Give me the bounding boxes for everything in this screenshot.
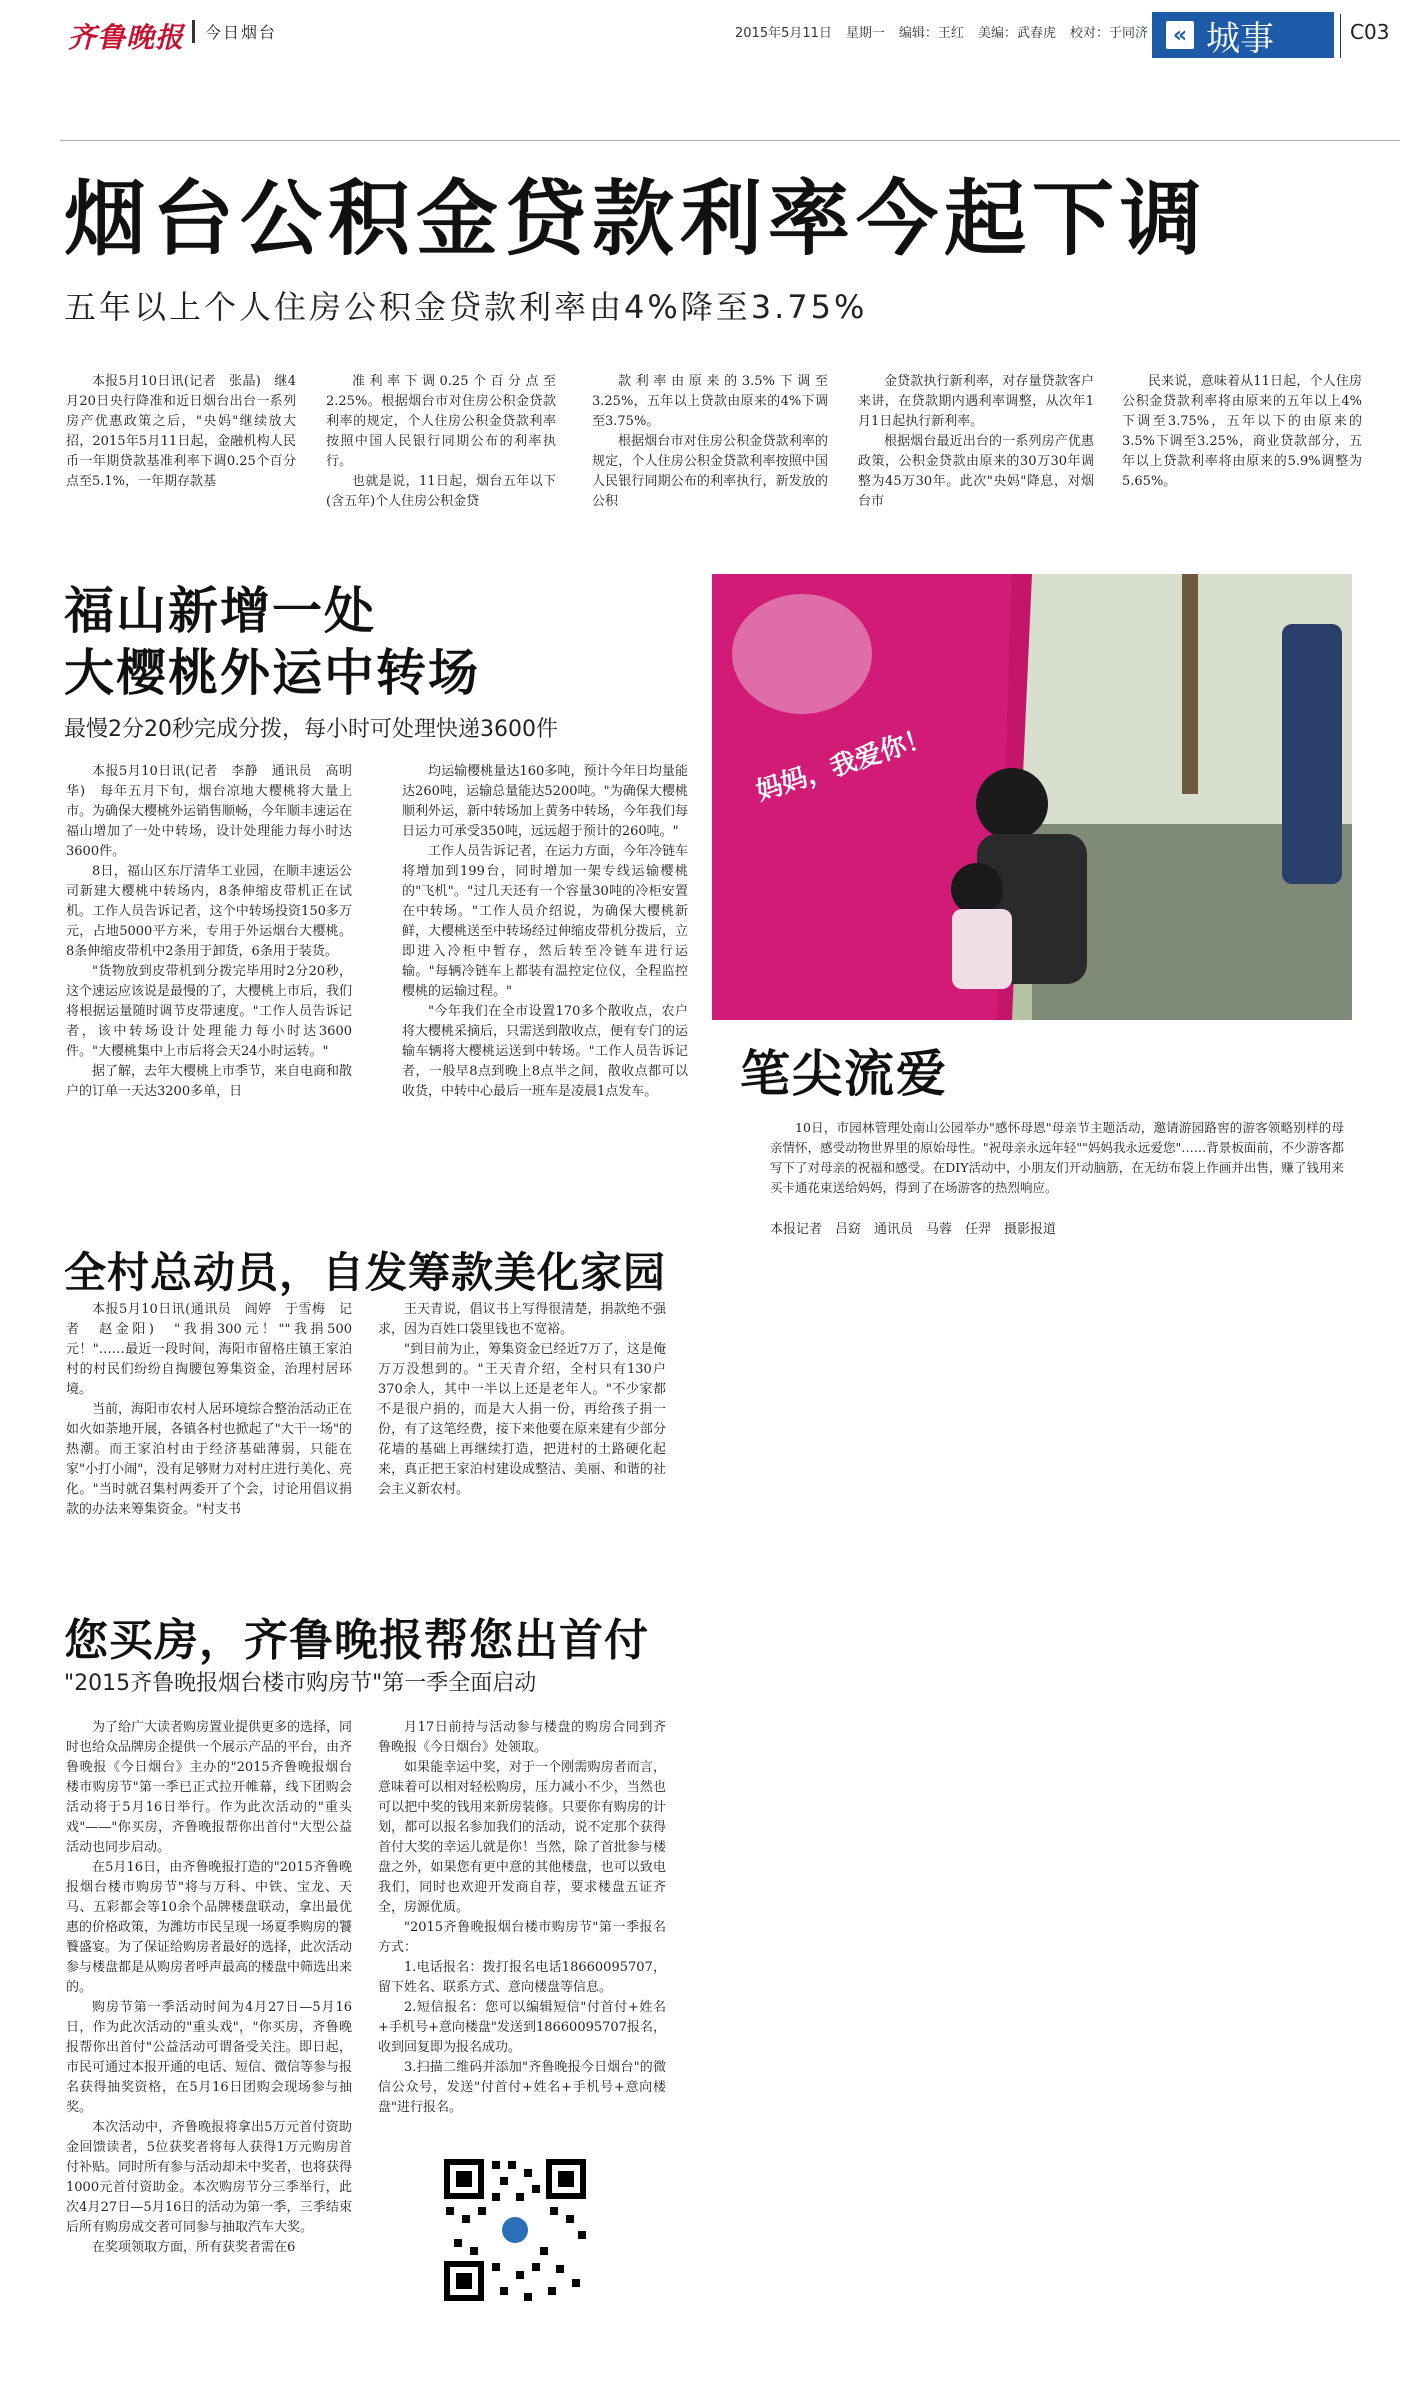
article4-column-1 xyxy=(66,1718,352,2258)
article1-column-3 xyxy=(592,372,828,512)
article3-title: 全村总动员，自发筹款美化家园 xyxy=(64,1248,667,1297)
paragraph: 王天青说，倡议书上写得很清楚，捐款绝不强求，因为百姓口袋里钱也不宽裕。 xyxy=(378,1302,666,1337)
paragraph: 根据烟台市对住房公积金贷款利率的规定，个人住房公积金贷款利率按照中国人民银行同期公布的利率执行，新发放的公积 xyxy=(592,434,828,509)
newspaper-logo: 齐鲁晚报 xyxy=(68,21,185,54)
paragraph: 也就是说，11日起，烟台五年以下(含五年)个人住房公积金贷 xyxy=(326,474,556,509)
paragraph: 民来说，意味着从11日起，个人住房公积金贷款利率将由原来的五年以上4%下调至3.75%，五年以下的由原来的3.5%下调至3.25%，商业贷款部分，五年以上贷款利率将由原来的5.9%调整为5.65%。 xyxy=(1122,374,1362,489)
paragraph: 据了解，去年大樱桃上市季节，来自电商和散户的订单一天达3200多单，日 xyxy=(66,1064,353,1099)
paragraph: 当前，海阳市农村人居环境综合整治活动正在如火如荼地开展，各镇各村也掀起了"大干一场"的热潮。而王家泊村由于经济基础薄弱，只能在家"小打小闹"，没有足够财力对村庄进行美化、亮化。"当时就召集村两委开了个会，讨论用倡议捐款的办法来筹集资金。"村支书 xyxy=(66,1402,353,1517)
paragraph: 在5月16日，由齐鲁晚报打造的"2015齐鲁晚报烟台楼市购房节"将与万科、中铁、宝龙、天马、五彩都会等10余个品牌楼盘联动，拿出最优惠的价格政策，为潍坊市民呈现一场夏季购房的饕餮盛宴。为了保证给购房者最好的选择，此次活动参与楼盘都是从购房者呼声最高的楼盘中筛选出来的。 xyxy=(66,1860,353,1995)
paragraph: 8日，福山区东厅清华工业园，在顺丰速运公司新建大樱桃中转场内，8条伸缩皮带机正在试机。工作人员告诉记者，这个中转场投资150多万元，占地5000平方米，专用于外运烟台大樱桃。8条伸缩皮带机中2条用于卸货，6条用于装货。 xyxy=(66,864,352,959)
paragraph: "到目前为止，筹集资金已经近7万了，这是俺万万没想到的。"王天青介绍，全村只有130户370余人，其中一半以上还是老年人。"不少家都不是很户捐的，而是大人捐一份，再给孩子捐一份，有了这笔经费，接下来他要在原来建有少部分花墙的基础上再继续打造，把进村的土路硬化起来，真正把王家泊村建设成整洁、美丽、和谐的社会主义新农村。 xyxy=(378,1342,666,1497)
paragraph: 10日，市园林管理处南山公园举办"感怀母恩"母亲节主题活动，邀请游园路窖的游客领略别样的母亲情怀，感受动物世界里的原始母性。"祝母亲永远年轻""妈妈我永远爱您"……背景板面前，不少游客都写下了对母亲的祝福和感受。在DIY活动中，小朋友们开动脑筋，在无纺布袋上作画并出售，赚了钱用来买卡通花束送给妈妈，得到了在场游客的热烈响应。 xyxy=(770,1120,1344,1195)
paragraph: 本报5月10日讯(记者 李静 通讯员 高明华) 每年五月下旬，烟台凉地大樱桃将大量上市。为确保大樱桃外运销售顺畅，今年顺丰速运在福山增加了一处中转场，设计处理能力每小时达3600件。 xyxy=(66,764,353,859)
header-divider xyxy=(1340,14,1341,58)
article1-subtitle: 五年以上个人住房公积金贷款利率由4%降至3.75% xyxy=(64,288,868,326)
paragraph: 购房节第一季活动时间为4月27日—5月16日，作为此次活动的"重头戏"，"你买房，齐鲁晚报帮你出首付"公益活动可谓备受关注。即日起，市民可通过本报开通的电话、短信、微信等参与报名获得抽奖资格，在5月16日团购会现场参与抽奖。 xyxy=(66,2000,353,2115)
paragraph: 准利率下调0.25个百分点至2.25%。根据烟台市对住房公积金贷款利率的规定，个人住房公积金贷款利率按照中国人民银行同期公布的利率执行。 xyxy=(326,374,556,469)
photo-banner-text: 妈妈，我爱你！ xyxy=(752,722,935,808)
photo-caption xyxy=(770,1118,1344,1198)
article2-title-line2: 大樱桃外运中转场 xyxy=(64,644,480,702)
paragraph: 1.电话报名：拨打报名电话18660095707，留下姓名、联系方式、意向楼盘等信息。 xyxy=(378,1960,666,1995)
article2-column-1 xyxy=(66,762,352,1102)
paragraph: 在奖项领取方面，所有获奖者需在6 xyxy=(92,2240,296,2255)
paragraph: 3.扫描二维码并添加"齐鲁晚报今日烟台"的微信公众号，发送"付首付+姓名+手机号+意向楼盘"进行报名。 xyxy=(378,2060,666,2115)
article3-column-1 xyxy=(66,1300,352,1520)
paragraph: 本报5月10日讯(通讯员 阎婷 于雪梅 记者 赵金阳) "我捐300元！""我捐500元！"……最近一段时间，海阳市留格庄镇王家泊村的村民们纷纷自掏腰包筹集资金，治理村居环境。 xyxy=(66,1302,352,1397)
article3-column-2 xyxy=(378,1300,666,1500)
paragraph: 2.短信报名：您可以编辑短信"付首付+姓名+手机号+意向楼盘"发送到18660095707报名，收到回复即为报名成功。 xyxy=(378,2000,666,2055)
issue-date: 2015年5月11日 xyxy=(735,26,832,41)
event-photo xyxy=(712,574,1352,1020)
chevron-left-icon: « xyxy=(1166,21,1194,49)
paragraph: 金贷款执行新利率，对存量贷款客户来讲，在贷款期内遇利率调整，从次年1月1日起执行新利率。 xyxy=(858,374,1094,429)
article1-column-4 xyxy=(858,372,1094,512)
proofreader-credit: 校对：于同济 xyxy=(1069,26,1148,41)
paragraph: 本报5月10日讯(记者 张晶) 继4月20日央行降准和近日烟台出台一系列房产优惠政策之后，"央妈"继续放大招，2015年5月11日起，金融机构人民币一年期贷款基准利率下调0.25个百分点至5.1%，一年期存款基 xyxy=(66,374,296,489)
article4-subtitle: "2015齐鲁晚报烟台楼市购房节"第一季全面启动 xyxy=(64,1671,537,1696)
article2-title xyxy=(64,580,480,704)
article4-column-2 xyxy=(378,1718,666,2118)
qr-code-icon xyxy=(440,2155,590,2305)
paragraph: 月17日前持与活动参与楼盘的购房合同到齐鲁晚报《今日烟台》处领取。 xyxy=(378,1720,666,1755)
section-badge xyxy=(1152,12,1334,58)
qr-code[interactable] xyxy=(440,2155,590,2350)
paragraph: 工作人员告诉记者，在运力方面，今年冷链车将增加到199台，同时增加一架专线运输樱桃的"飞机"。"过几天还有一个容量30吨的冷柜安置在中转场。"工作人员介绍说，为确保大樱桃新鲜，大樱桃送至中转场经过伸缩皮带机分拨后，立即进入冷柜中暂存，然后转至冷链车进行运输。"每辆冷链车上都装有温控定位仪，全程监控樱桃的运输过程。" xyxy=(402,844,689,999)
designer-credit: 美编：武春虎 xyxy=(977,26,1056,41)
article2-subtitle: 最慢2分20秒完成分拨，每小时可处理快递3600件 xyxy=(64,717,558,742)
event-photo-illustration xyxy=(712,574,1352,1020)
paragraph: 本次活动中，齐鲁晚报将拿出5万元首付资助金回馈读者，5位获奖者将每人获得1万元购房首付补贴。同时所有参与活动却未中奖者，也将获得1000元首付资助金。本次购房节分三季举行，此次4月27日—5月16日的活动为第一季，三季结束后所有购房成交者可同参与抽取汽车大奖。 xyxy=(66,2120,353,2235)
page-number: C03 xyxy=(1350,20,1390,44)
section-name: 城事 xyxy=(1206,18,1274,59)
paragraph: 根据烟台最近出台的一系列房产优惠政策，公积金贷款由原来的30万30年调整为45万30年。此次"央妈"降息，对烟台市 xyxy=(858,434,1094,509)
paragraph: 为了给广大读者购房置业提供更多的选择，同时也给众品牌房企提供一个展示产品的平台，由齐鲁晚报《今日烟台》主办的"2015齐鲁晚报烟台楼市购房节"第一季已正式拉开帷幕，线下团购会活动将于5月16日举行。作为此次活动的"重头戏"——"你买房，齐鲁晚报帮你出首付"大型公益活动也同步启动。 xyxy=(66,1720,353,1855)
article1-title: 烟台公积金贷款利率今起下调 xyxy=(64,172,1209,267)
article2-column-2 xyxy=(402,762,688,1102)
paragraph: 如果能幸运中奖，对于一个刚需购房者而言，意味着可以相对轻松购房，压力减小不少，当然也可以把中奖的钱用来新房装修。只要你有购房的计划，都可以报名参加我们的活动，说不定那个获得首付大奖的幸运儿就是你！当然，除了首批参与楼盘之外，如果您有更中意的其他楼盘，也可以致电我们，同时也欢迎开发商自荐，要求楼盘五证齐全，房源优质。 xyxy=(378,1760,666,1915)
article1-column-5 xyxy=(1122,372,1362,492)
editor-credit: 编辑：王红 xyxy=(898,26,964,41)
article4-title: 您买房，齐鲁晚报帮您出首付 xyxy=(64,1615,649,1666)
photo-title: 笔尖流爱 xyxy=(740,1045,948,1103)
article2-title-line1: 福山新增一处 xyxy=(64,582,376,640)
paragraph: 均运输樱桃量达160多吨，预计今年日均量能达260吨，运输总量能达5200吨。"为确保大樱桃顺利外运，新中转场加上黄务中转场，今年我们每日运力可承受350吨，远远超于预计的260吨。" xyxy=(402,764,689,839)
header-rule xyxy=(60,140,1400,141)
article1-column-1 xyxy=(66,372,296,492)
page-meta xyxy=(735,22,1148,41)
paragraph: "2015齐鲁晚报烟台楼市购房节"第一季报名方式： xyxy=(378,1920,666,1955)
photo-credit: 本报记者 吕窈 通讯员 马蓉 任羿 摄影报道 xyxy=(770,1222,1057,1237)
paragraph: "货物放到皮带机到分拨完毕用时2分20秒，这个速运应该说是最慢的了，大樱桃上市后，我们将根据运量随时调节皮带速度。"工作人员告诉记者，该中转场设计处理能力每小时达3600件。"大樱桃集中上市后将会天24小时运转。" xyxy=(66,964,353,1059)
section-tag: 今日烟台 xyxy=(192,20,277,43)
issue-weekday: 星期一 xyxy=(845,26,885,41)
paragraph: "今年我们在全市设置170多个散收点，农户将大樱桃采摘后，只需送到散收点，便有专门的运输车辆将大樱桃运送到中转场。"工作人员告诉记者，一般早8点到晚上8点半之间，散收点都可以收货，中转中心最后一班车是凌晨1点发车。 xyxy=(402,1004,689,1099)
article1-column-2 xyxy=(326,372,556,512)
paragraph: 款利率由原来的3.5%下调至3.25%，五年以上贷款由原来的4%下调至3.75%。 xyxy=(592,374,828,429)
